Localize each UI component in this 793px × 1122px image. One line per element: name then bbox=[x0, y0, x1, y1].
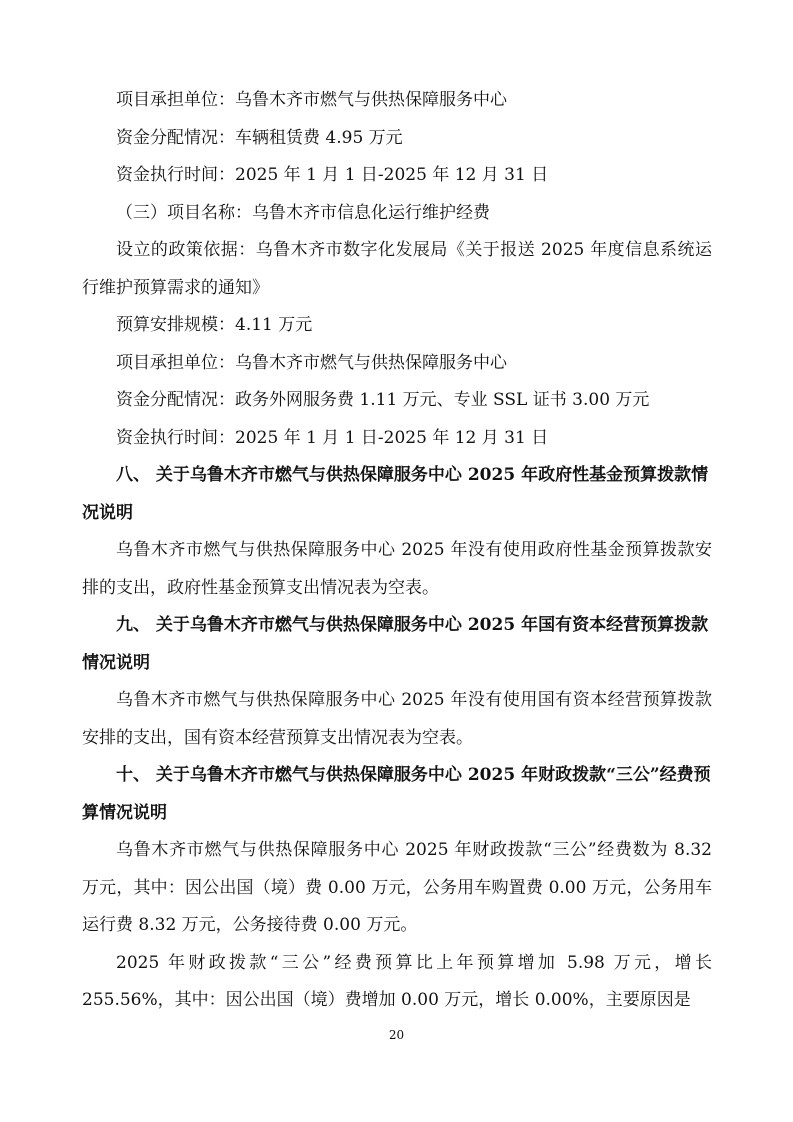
fund-execution-time-line: 资金执行时间：2025 年 1 月 1 日-2025 年 12 月 31 日 bbox=[116, 165, 549, 185]
project-unit-line: 项目承担单位：乌鲁木齐市燃气与供热保障服务中心 bbox=[116, 90, 507, 110]
section-9-body: 乌鲁木齐市燃气与供热保障服务中心 2025 年没有使用国有资本经营预算拨款安排的支出，国有资本经营预算支出情况表为空表。 bbox=[82, 690, 712, 748]
section-10-body-2: 2025 年财政拨款“三公”经费预算比上年预算增加 5.98 万元，增长 255.56%，其中：因公出国（境）费增加 0.00 万元，增长 0.00%，主要原因是 bbox=[82, 952, 712, 1010]
section-8-body: 乌鲁木齐市燃气与供热保障服务中心 2025 年没有使用政府性基金预算拨款安排的支出，政府性基金预算支出情况表为空表。 bbox=[82, 540, 712, 598]
budget-scale-line: 预算安排规模：4.11 万元 bbox=[116, 315, 313, 335]
fund-execution-time-line-2: 资金执行时间：2025 年 1 月 1 日-2025 年 12 月 31 日 bbox=[116, 427, 549, 448]
project-unit-line-2: 项目承担单位：乌鲁木齐市燃气与供热保障服务中心 bbox=[116, 352, 507, 373]
fund-allocation-line: 资金分配情况：车辆租赁费 4.95 万元 bbox=[116, 127, 403, 148]
section-10-heading: 十、 关于乌鲁木齐市燃气与供热保障服务中心 2025 年财政拨款“三公”经费预算情况说明 bbox=[82, 765, 711, 823]
policy-basis-paragraph: 设立的政策依据：乌鲁木齐市数字化发展局《关于报送 2025 年度信息系统运行维护预算需求的通知》 bbox=[82, 240, 712, 298]
section-10-body-1: 乌鲁木齐市燃气与供热保障服务中心 2025 年财政拨款“三公”经费数为 8.32 万元，其中：因公出国（境）费 0.00 万元，公务用车购置费 0.00 万元，公务用车运行费 8.32 万元，公务接待费 0.00 万元。 bbox=[82, 840, 712, 935]
fund-allocation-line-2: 资金分配情况：政务外网服务费 1.11 万元、专业 SSL 证书 3.00 万元 bbox=[116, 390, 650, 410]
section-9-heading: 九、 关于乌鲁木齐市燃气与供热保障服务中心 2025 年国有资本经营预算拨款情况说明 bbox=[82, 615, 709, 673]
project-name-line: （三）项目名称：乌鲁木齐市信息化运行维护经费 bbox=[116, 202, 490, 223]
page-content bbox=[82, 82, 712, 1020]
page-number: 20 bbox=[388, 1028, 405, 1042]
section-8-heading: 八、 关于乌鲁木齐市燃气与供热保障服务中心 2025 年政府性基金预算拨款情况说明 bbox=[82, 465, 709, 523]
